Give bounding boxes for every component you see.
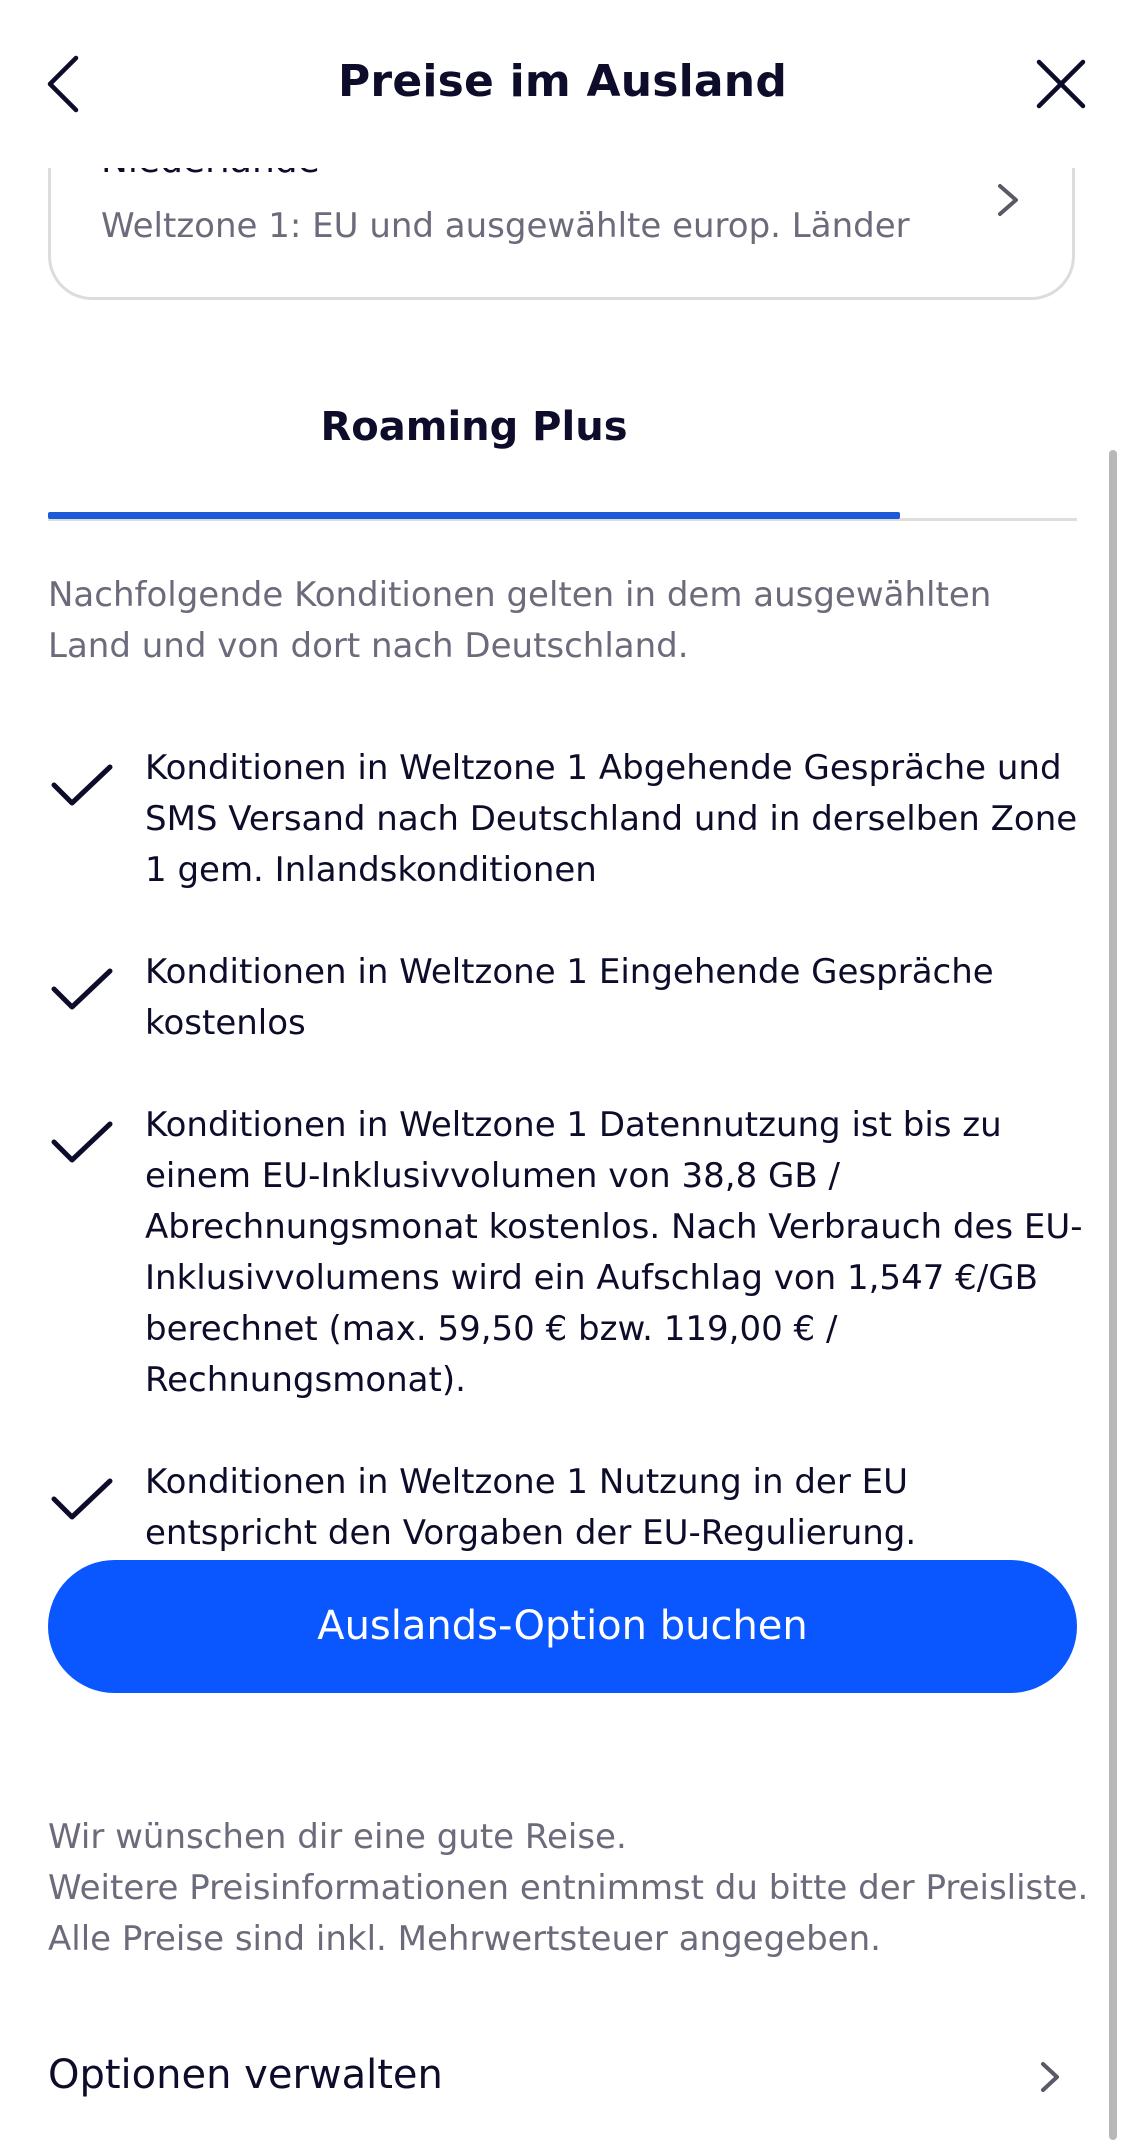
condition-text: Konditionen in Weltzone 1 Nutzung in der EU entspricht den Vorgaben der EU-Regulierung. [145, 1462, 917, 1553]
check-icon [48, 1471, 118, 1531]
condition-item [48, 1100, 1088, 1406]
close-icon [1021, 44, 1101, 124]
footer-line: Wir wünschen dir eine gute Reise. [48, 1817, 627, 1857]
intro-text: Nachfolgende Konditionen gelten in dem ausgewählten Land und von dort nach Deutschland. [48, 575, 992, 666]
country-zone-label: Weltzone 1: EU und ausgewählte europ. Länder [101, 206, 910, 246]
condition-text: Konditionen in Weltzone 1 Abgehende Gespräche und SMS Versand nach Deutschland und in derselben Zone 1 gem. Inlandskonditionen [145, 748, 1078, 890]
footer-line: Weitere Preisinformationen entnimmst du bitte der Preisliste. [48, 1868, 1089, 1908]
scrollbar[interactable] [1109, 450, 1117, 2140]
book-roaming-option-button[interactable]: Auslands-Option buchen [48, 1560, 1077, 1693]
condition-item [48, 1457, 1088, 1559]
condition-text: Konditionen in Weltzone 1 Eingehende Gespräche kostenlos [145, 952, 994, 1043]
tab-roaming-plus[interactable]: Roaming Plus [320, 404, 628, 450]
header-bar [0, 0, 1125, 168]
tab-active-indicator [48, 512, 900, 519]
condition-text: Konditionen in Weltzone 1 Datennutzung ist bis zu einem EU-Inklusivvolumen von 38,8 GB / Abrechnungsmonat kostenlos. Nach Verbrauch des EU-Inklusivvolumens wird ein Aufschlag von 1,547 €/GB berechnet (max. 59,50 € bzw. 119,00 € / Rechnungsmonat). [145, 1105, 1083, 1400]
footer-info [48, 1812, 1088, 1965]
check-icon [48, 757, 118, 817]
chevron-right-icon [1032, 2054, 1068, 2100]
manage-options-label: Optionen verwalten [48, 2052, 443, 2098]
condition-item [48, 743, 1088, 896]
footer-line: Alle Preise sind inkl. Mehrwertsteuer angegeben. [48, 1919, 881, 1959]
check-icon [48, 1114, 118, 1174]
manage-options-link[interactable] [48, 2040, 1068, 2110]
chevron-right-icon [988, 170, 1028, 230]
conditions-list [48, 743, 1088, 1559]
page-title: Preise im Ausland [337, 56, 788, 107]
check-icon [48, 961, 118, 1021]
condition-item [48, 947, 1088, 1049]
close-button[interactable] [1021, 44, 1101, 124]
